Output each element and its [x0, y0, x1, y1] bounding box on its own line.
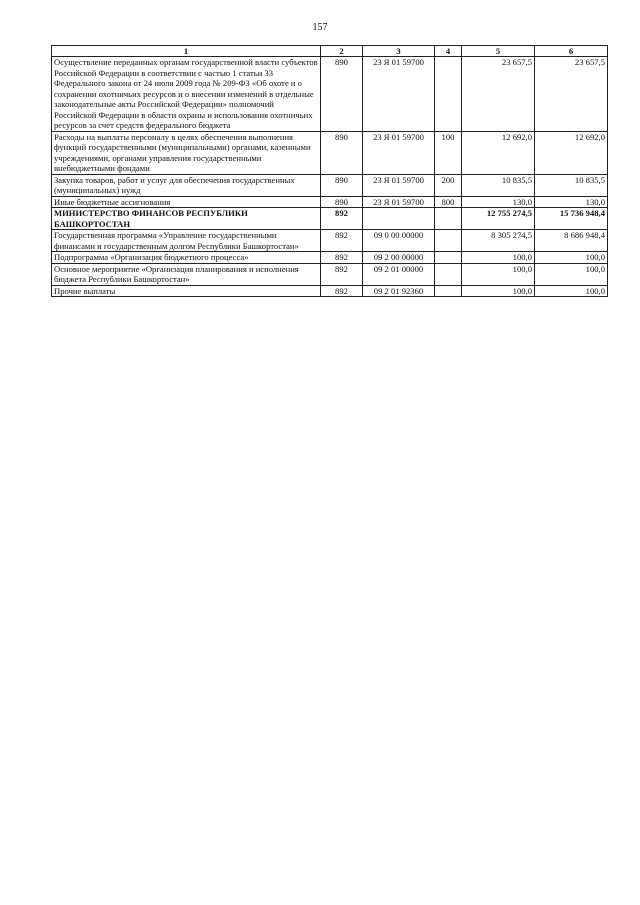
ministry-code: 892	[321, 285, 363, 297]
table-row	[52, 174, 608, 196]
target-article-code	[363, 208, 435, 230]
amount-col-6: 12 692,0	[535, 131, 608, 174]
ministry-code: 892	[321, 230, 363, 252]
table-row	[52, 131, 608, 174]
target-article-code: 23 Я 01 59700	[363, 174, 435, 196]
column-header-5: 5	[462, 46, 535, 57]
table-row	[52, 230, 608, 252]
column-header-2: 2	[321, 46, 363, 57]
amount-col-5: 100,0	[462, 263, 535, 285]
row-name: Подпрограмма «Организация бюджетного процесса»	[52, 252, 321, 264]
expense-type-code	[435, 208, 462, 230]
amount-col-6: 100,0	[535, 263, 608, 285]
amount-col-5: 100,0	[462, 285, 535, 297]
table-row	[52, 263, 608, 285]
amount-col-6: 15 736 948,4	[535, 208, 608, 230]
target-article-code: 23 Я 01 59700	[363, 131, 435, 174]
ministry-code: 890	[321, 174, 363, 196]
amount-col-5: 100,0	[462, 252, 535, 264]
amount-col-6: 23 657,5	[535, 57, 608, 132]
ministry-code: 890	[321, 196, 363, 208]
ministry-code: 890	[321, 131, 363, 174]
table-row	[52, 252, 608, 264]
target-article-code: 23 Я 01 59700	[363, 57, 435, 132]
expense-type-code	[435, 230, 462, 252]
row-name: Основное мероприятие «Организация планирования и исполнения бюджета Республики Башкортостан»	[52, 263, 321, 285]
amount-col-6: 100,0	[535, 285, 608, 297]
ministry-code: 892	[321, 252, 363, 264]
ministry-code: 892	[321, 263, 363, 285]
amount-col-5: 23 657,5	[462, 57, 535, 132]
amount-col-6: 100,0	[535, 252, 608, 264]
expense-type-code: 100	[435, 131, 462, 174]
row-name: Закупка товаров, работ и услуг для обеспечения государственных (муниципальных) нужд	[52, 174, 321, 196]
ministry-code: 890	[321, 57, 363, 132]
table-row-ministry-heading	[52, 208, 608, 230]
amount-col-5: 12 692,0	[462, 131, 535, 174]
row-name: Осуществление переданных органам государственной власти субъектов Российской Федерации в соответствии с частью 1 статьи 33 Федерального закона от 24 июля 2009 года № 209-ФЗ «Об охоте и о сохранении охотничьих ресурсов и о внесении изменений в отдельные законодательные акты Российской Федерации» полномочий Российской Федерации в области охраны и использования охотничьих ресурсов за счет средств федерального бюджета	[52, 57, 321, 132]
row-name: Расходы на выплаты персоналу в целях обеспечения выполнения функций государственными (муниципальными) органами, казенными учреждениями, органами управления государственными внебюджетными фондами	[52, 131, 321, 174]
column-header-4: 4	[435, 46, 462, 57]
amount-col-5: 12 755 274,5	[462, 208, 535, 230]
expense-type-code	[435, 285, 462, 297]
target-article-code: 09 2 00 00000	[363, 252, 435, 264]
page-number: 157	[312, 22, 328, 33]
amount-col-6: 10 835,5	[535, 174, 608, 196]
row-name: МИНИСТЕРСТВО ФИНАНСОВ РЕСПУБЛИКИ БАШКОРТОСТАН	[52, 208, 321, 230]
amount-col-6: 8 686 948,4	[535, 230, 608, 252]
table-row	[52, 196, 608, 208]
expense-type-code	[435, 252, 462, 264]
expense-type-code: 200	[435, 174, 462, 196]
target-article-code: 23 Я 01 59700	[363, 196, 435, 208]
row-name: Прочие выплаты	[52, 285, 321, 297]
amount-col-6: 130,0	[535, 196, 608, 208]
table-row	[52, 285, 608, 297]
target-article-code: 09 2 01 00000	[363, 263, 435, 285]
amount-col-5: 10 835,5	[462, 174, 535, 196]
table-row	[52, 57, 608, 132]
ministry-code: 892	[321, 208, 363, 230]
target-article-code: 09 0 00 00000	[363, 230, 435, 252]
column-header-1: 1	[52, 46, 321, 57]
target-article-code: 09 2 01 92360	[363, 285, 435, 297]
budget-table	[51, 45, 608, 297]
amount-col-5: 8 305 274,5	[462, 230, 535, 252]
expense-type-code	[435, 263, 462, 285]
expense-type-code	[435, 57, 462, 132]
column-header-6: 6	[535, 46, 608, 57]
table-header-row	[52, 46, 608, 57]
column-header-3: 3	[363, 46, 435, 57]
row-name: Иные бюджетные ассигнования	[52, 196, 321, 208]
expense-type-code: 800	[435, 196, 462, 208]
row-name: Государственная программа «Управление государственными финансами и государственным долгом Республики Башкортостан»	[52, 230, 321, 252]
amount-col-5: 130,0	[462, 196, 535, 208]
